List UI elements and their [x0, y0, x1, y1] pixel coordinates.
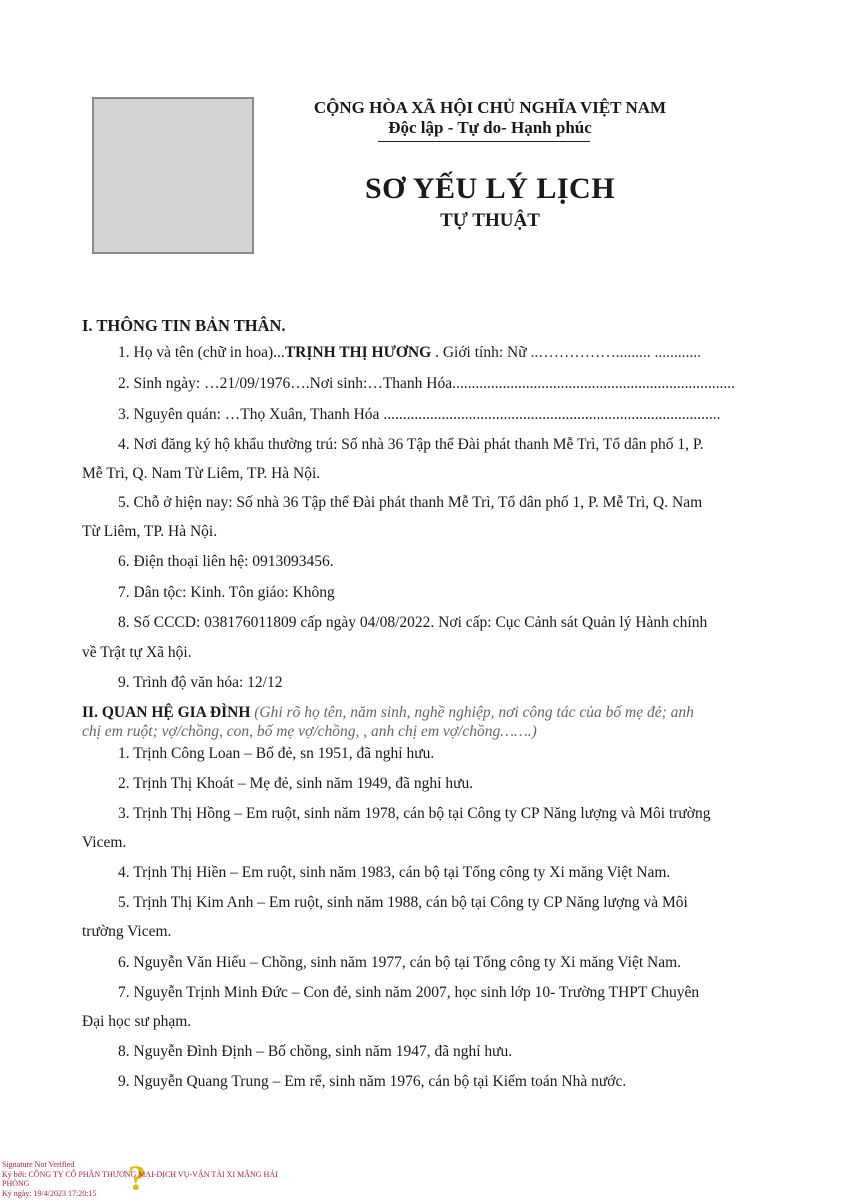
section-2-heading: II. QUAN HỆ GIA ĐÌNH [82, 704, 251, 721]
family-member-9: 9. Nguyễn Quang Trung – Em rể, sinh năm 1976, cán bộ tại Kiểm toán Nhà nước. [118, 1073, 627, 1090]
family-member-3-line-1: 3. Trịnh Thị Hồng – Em ruột, sinh năm 1978, cán bộ tại Công ty CP Năng lượng và Môi trường [118, 805, 711, 822]
family-member-7-line-2: Đại học sư phạm. [82, 1013, 192, 1030]
signature-signer: Ký bởi: CÔNG TY CỔ PHẦN THƯƠNG MẠI-DỊCH VỤ-VẬN TẢI XI MĂNG HẢI [2, 1169, 278, 1179]
id-line-1: 8. Số CCCD: 038176011809 cấp ngày 04/08/2022. Nơi cấp: Cục Cảnh sát Quản lý Hành chính [118, 614, 708, 631]
id-line-2: về Trật tự Xã hội. [82, 644, 192, 661]
full-name-value: TRỊNH THỊ HƯƠNG [284, 344, 432, 361]
section-2-note-2: chị em ruột; vợ/chồng, con, bố mẹ vợ/chồng, , anh chị em vợ/chồng…….) [82, 723, 537, 740]
signature-warning-icon: ? [128, 1158, 146, 1198]
signature-date: Ký ngày: 19/4/2023 17:20:15 [2, 1188, 97, 1198]
family-member-5-line-2: trường Vicem. [82, 923, 172, 940]
document-title: SƠ YẾU LÝ LỊCH [364, 172, 616, 205]
document-subtitle: TỰ THUẬT [440, 210, 540, 231]
section-1-heading: I. THÔNG TIN BẢN THÂN. [82, 316, 286, 335]
family-member-6: 6. Nguyễn Văn Hiếu – Chồng, sinh năm 1977, cán bộ tại Tổng công ty Xi măng Việt Nam. [118, 954, 682, 971]
signature-signer-cont: PHÒNG [2, 1179, 30, 1188]
digital-signature-block [2, 1160, 278, 1198]
current-address-line-2: Từ Liêm, TP. Hà Nội. [82, 523, 218, 540]
ethnicity-line: 7. Dân tộc: Kinh. Tôn giáo: Không [118, 584, 335, 601]
family-member-4: 4. Trịnh Thị Hiền – Em ruột, sinh năm 1983, cán bộ tại Tổng công ty Xi măng Việt Nam. [118, 864, 671, 881]
motto: Độc lập - Tự do- Hạnh phúc [388, 118, 592, 137]
family-member-5-line-1: 5. Trịnh Thị Kim Anh – Em ruột, sinh năm 1988, cán bộ tại Công ty CP Năng lượng và Môi [118, 894, 688, 911]
family-member-7-line-1: 7. Nguyễn Trịnh Minh Đức – Con đẻ, sinh năm 2007, học sinh lớp 10- Trường THPT Chuyên [118, 984, 700, 1001]
section-2-heading-line [82, 704, 742, 722]
current-address-line-1: 5. Chỗ ở hiện nay: Số nhà 36 Tập thể Đài phát thanh Mễ Trì, Tổ dân phố 1, P. Mễ Trì, Q. Nam [118, 494, 703, 511]
section-2-note-1: (Ghi rõ họ tên, năm sinh, nghề nghiệp, nơi công tác của bố mẹ đẻ; anh [250, 704, 694, 721]
nation-header: CỘNG HÒA XÃ HỘI CHỦ NGHĨA VIỆT NAM [313, 98, 667, 117]
registered-address-line-2: Mễ Trì, Q. Nam Từ Liêm, TP. Hà Nội. [82, 465, 321, 482]
gender-label: . Giới tính: Nữ [431, 344, 531, 361]
origin-line: 3. Nguyên quán: …Thọ Xuân, Thanh Hóa ....................................................................................... [118, 406, 721, 423]
registered-address-line-1: 4. Nơi đăng ký hộ khẩu thường trú: Số nhà 36 Tập thể Đài phát thanh Mễ Trì, Tổ dân phố 1, P. [118, 436, 704, 453]
family-member-3-line-2: Vicem. [82, 834, 127, 851]
family-member-8: 8. Nguyễn Đình Định – Bố chồng, sinh năm 1947, đã nghỉ hưu. [118, 1043, 513, 1060]
motto-underline [378, 141, 590, 142]
family-member-1: 1. Trịnh Công Loan – Bố đẻ, sn 1951, đã nghỉ hưu. [118, 745, 435, 762]
photo-placeholder [92, 97, 254, 254]
full-name-line [82, 344, 778, 362]
phone-line: 6. Điện thoại liên hệ: 0913093456. [118, 553, 334, 570]
signature-status: Signature Not Verified [2, 1160, 75, 1169]
education-line: 9. Trình độ văn hóa: 12/12 [118, 674, 283, 691]
dob-line: 2. Sinh ngày: …21/09/1976….Nơi sinh:…Thanh Hóa......................................................................... [118, 375, 735, 392]
family-member-2: 2. Trịnh Thị Khoát – Mẹ đẻ, sinh năm 1949, đã nghỉ hưu. [118, 775, 474, 792]
gender-dots: ..……………......... ............ [530, 344, 702, 361]
full-name-label: 1. Họ và tên (chữ in hoa)... [118, 344, 285, 361]
